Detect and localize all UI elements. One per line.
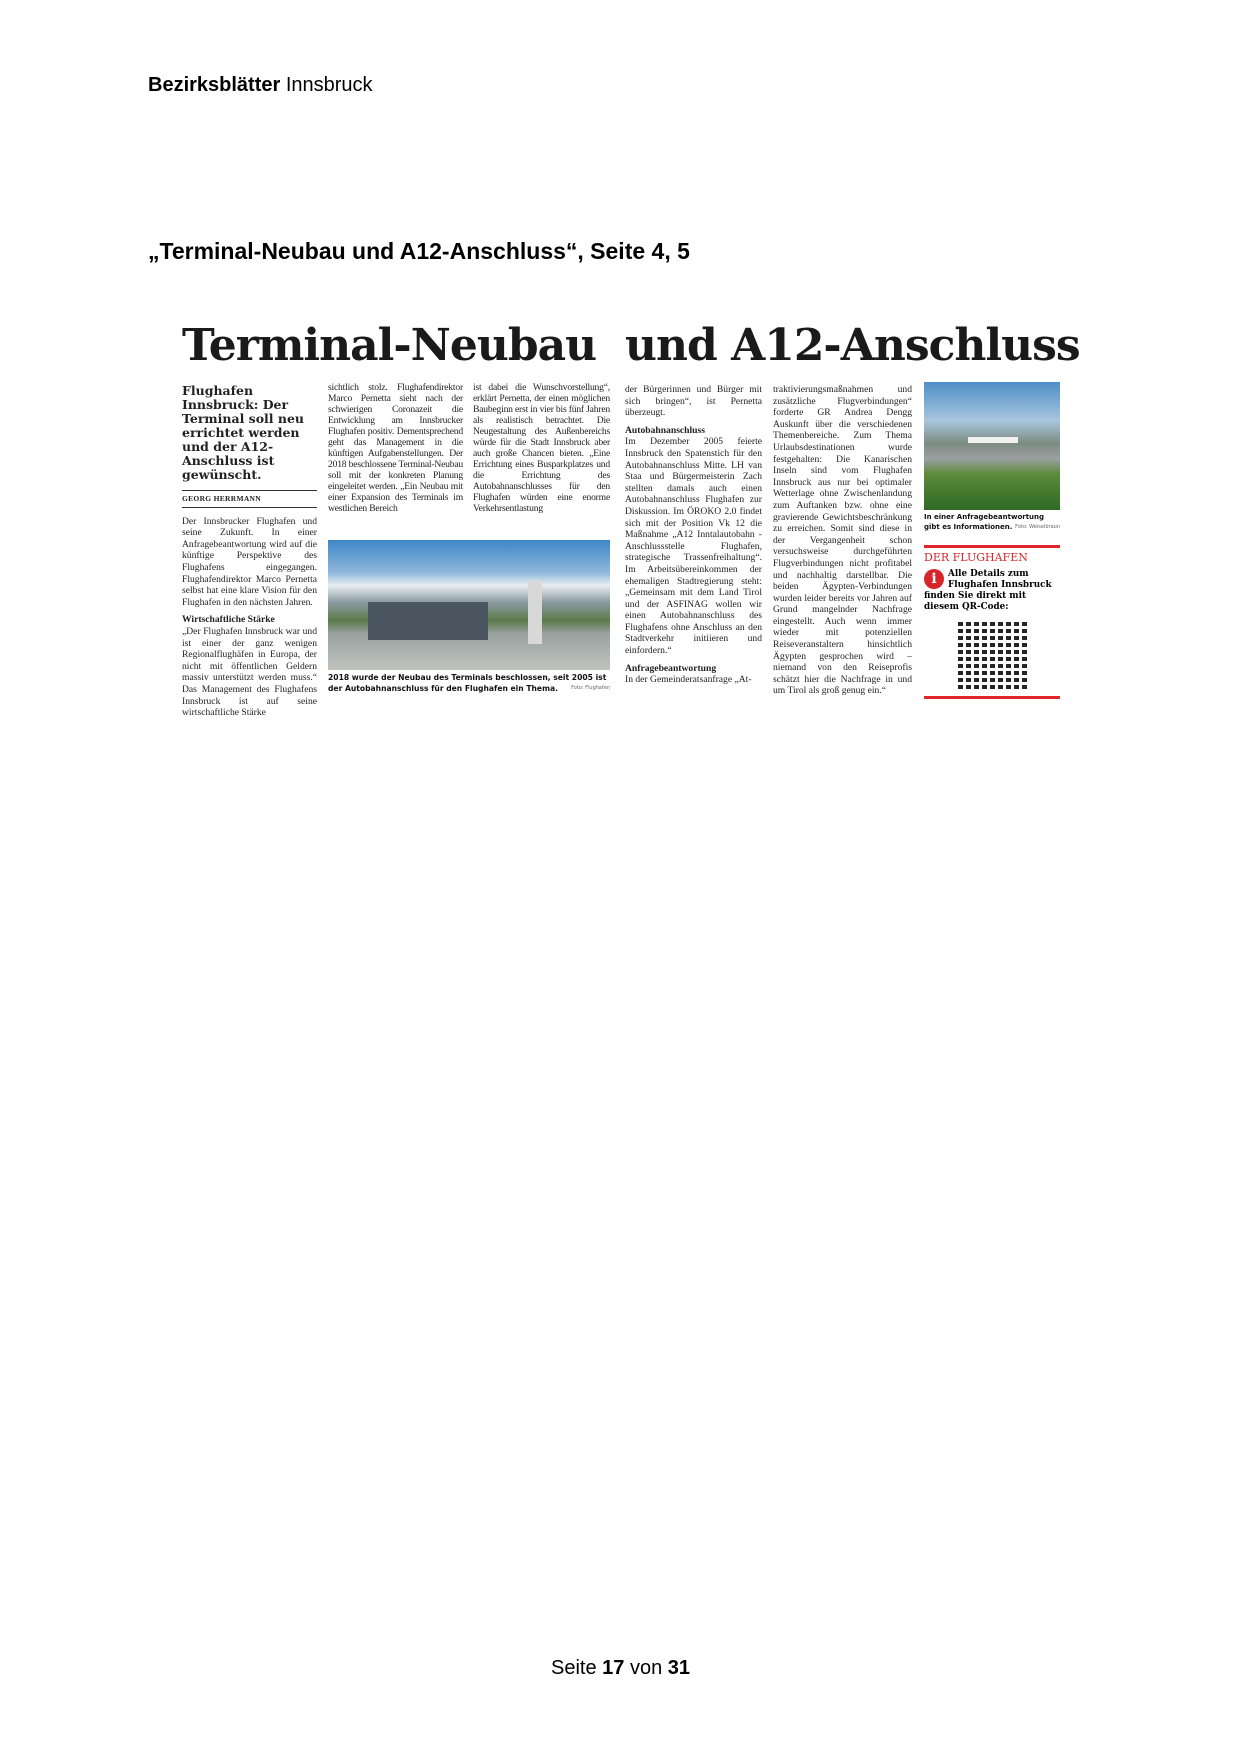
plane-credit: Foto: Weiselbraun xyxy=(1015,524,1060,530)
subheading: Autobahnanschluss xyxy=(625,424,705,436)
paragraph: „Der Flughafen Innsbruck war und ist einer der ganz wenigen Regionalflughäfen in Europa, der nicht mit öffentlichen Geldern massiv unterstützt werden muss.“ Das Management des Flughafens Innsbruck ist auf seine wirtschaftliche Stärke xyxy=(182,625,317,719)
column-4 xyxy=(625,384,762,692)
author: GEORG HERRMANN xyxy=(182,490,317,508)
page-footer: Seite 17 von 31 xyxy=(550,1657,690,1679)
divider xyxy=(924,545,1060,548)
column-3 xyxy=(473,382,610,520)
subheading: Anfragebeantwortung xyxy=(625,662,717,674)
terminal-building xyxy=(368,602,488,640)
headline-right: und A12-Anschluss xyxy=(625,320,1080,371)
brand-bold: Bezirksblätter xyxy=(148,74,281,96)
subheading: Wirtschaftliche Stärke xyxy=(182,614,275,626)
paragraph: der Bürgerinnen und Bürger mit sich bringen“, ist Pernetta überzeugt. xyxy=(625,384,762,419)
newspaper-clipping xyxy=(180,320,1080,719)
column-5 xyxy=(773,384,912,703)
column-1 xyxy=(182,384,317,725)
document-header xyxy=(148,74,373,97)
info-box-title: DER FLUGHAFEN xyxy=(924,551,1028,564)
paragraph: traktivierungsmaßnahmen und zusätzliche Flugverbindungen“ forderte GR Andrea Dengg Auskunft über die verschiedenen Themenbereiche. Zum Thema Urlaubsdestinationen wurde festgehalten: Die Kanarischen Inseln sind vom Flughafen Innsbruck aus nur bei optimaler Wetterlage ohne Zwischenlandung zum Auftanken bzw. ohne eine gravierende Gewichtsbeschränkung zu erreichen. Somit sind diese in der Vergangenheit schon versuchsweise durchgeführten Flugverbindungen nicht profitabel und nachhaltig darstellbar. Die beiden Ägypten-Verbindungen wurden leider bereits vor Jahren auf Grund mangelnder Nachfrage eingestellt. Auch wenn immer wieder mit potenziellen Reiseveranstaltern hinsichtlich Ägypten gesprochen wird – niemand von den Reiseprofis schätzt hier die Nachfrage in und um Tirol als groß genug ein.“ xyxy=(773,384,912,697)
total-pages: 31 xyxy=(667,1657,690,1679)
column-2 xyxy=(328,382,463,520)
current-page: 17 xyxy=(602,1657,625,1679)
airplane-photo xyxy=(924,382,1060,510)
lead-text: Flughafen Innsbruck: Der Terminal soll neu errichtet werden und der A12-Anschluss ist gewünscht. xyxy=(182,383,305,482)
control-tower xyxy=(528,580,542,644)
brand-location: Innsbruck xyxy=(280,74,373,96)
paragraph: ist dabei die Wunschvorstellung“, erklärt Pernetta, der einen möglichen Baubeginn erst in vier bis fünf Jahren als realistisch betrachtet. Die Neugestaltung des Außenbereichs würde für die Stadt Innsbruck aber auch große Chancen bieten. „Eine Errichtung eines Busparkplatzes und die Errichtung des Autobahnanschlusses für den Flughafen würden eine enorme Verkehrsentlastung xyxy=(473,382,610,514)
paragraph: sichtlich stolz. Flughafendirektor Marco Pernetta sieht nach der schwierigen Coronazeit die Entwicklung am Innsbrucker Flughafen positiv. Dementsprechend geht das Management in die künftigen Aufgabenstellungen. Der 2018 beschlossene Terminal-Neubau soll mit der konkreten Planung eingeleitet werden. „Ein Neubau mit einer Expansion des Terminals im westlichen Bereich xyxy=(328,382,463,514)
qr-code[interactable] xyxy=(958,622,1028,692)
plane-caption: In einer Anfragebeantwortung gibt es Informationen. Foto: Weiselbraun xyxy=(924,513,1060,531)
divider xyxy=(924,696,1060,699)
headline-left: Terminal-Neubau xyxy=(182,320,597,371)
paragraph: Im Dezember 2005 feierte Innsbruck den Spatenstich für den Autobahnanschluss Mitte. LH van Staa und Bürgermeisterin Zach stellten damals auch einen Autobahnanschluss Flughafen zur Diskussion. Im ÖROKO 2.0 findet sich mit der Position Vk 12 die Maßnahme „A12 Inntalautobahn - Anschlussstelle Flughafen, strategische Trassenfreihaltung“. Im Arbeitsübereinkommen der ehemaligen Stadtregierung steht: „Gemeinsam mit dem Land Tirol und der ASFINAG wollen wir einen Autobahnanschluss des Flughafens ohne Anschluss an den Stadtverkehr initiieren und einfordern.“ xyxy=(625,436,762,657)
photo-credit: Foto: Flughafen xyxy=(571,685,610,691)
airport-terminal-photo xyxy=(328,540,610,670)
photo-caption: 2018 wurde der Neubau des Terminals beschlossen, seit 2005 ist der Autobahnanschluss für den Flughafen ein Thema. Foto: Flughafen xyxy=(328,673,610,693)
info-box-text: i Alle Details zum Flughafen Innsbruck finden Sie direkt mit diesem QR-Code: xyxy=(924,569,1052,612)
paragraph: In der Gemeinderatsanfrage „At- xyxy=(625,674,752,686)
airplane xyxy=(968,437,1018,443)
intro-paragraph: Der Innsbrucker Flughafen und seine Zukunft. In einer Anfragebeantwortung wird auf die künftige Perspektive des Flughafens eingegangen. Flughafendirektor Marco Pernetta selbst hat eine klare Vision für den Flughafen in den nächsten Jahren. xyxy=(182,515,317,608)
article-reference: „Terminal-Neubau und A12-Anschluss“, Seite 4, 5 xyxy=(148,238,690,264)
info-icon: i xyxy=(924,569,944,589)
